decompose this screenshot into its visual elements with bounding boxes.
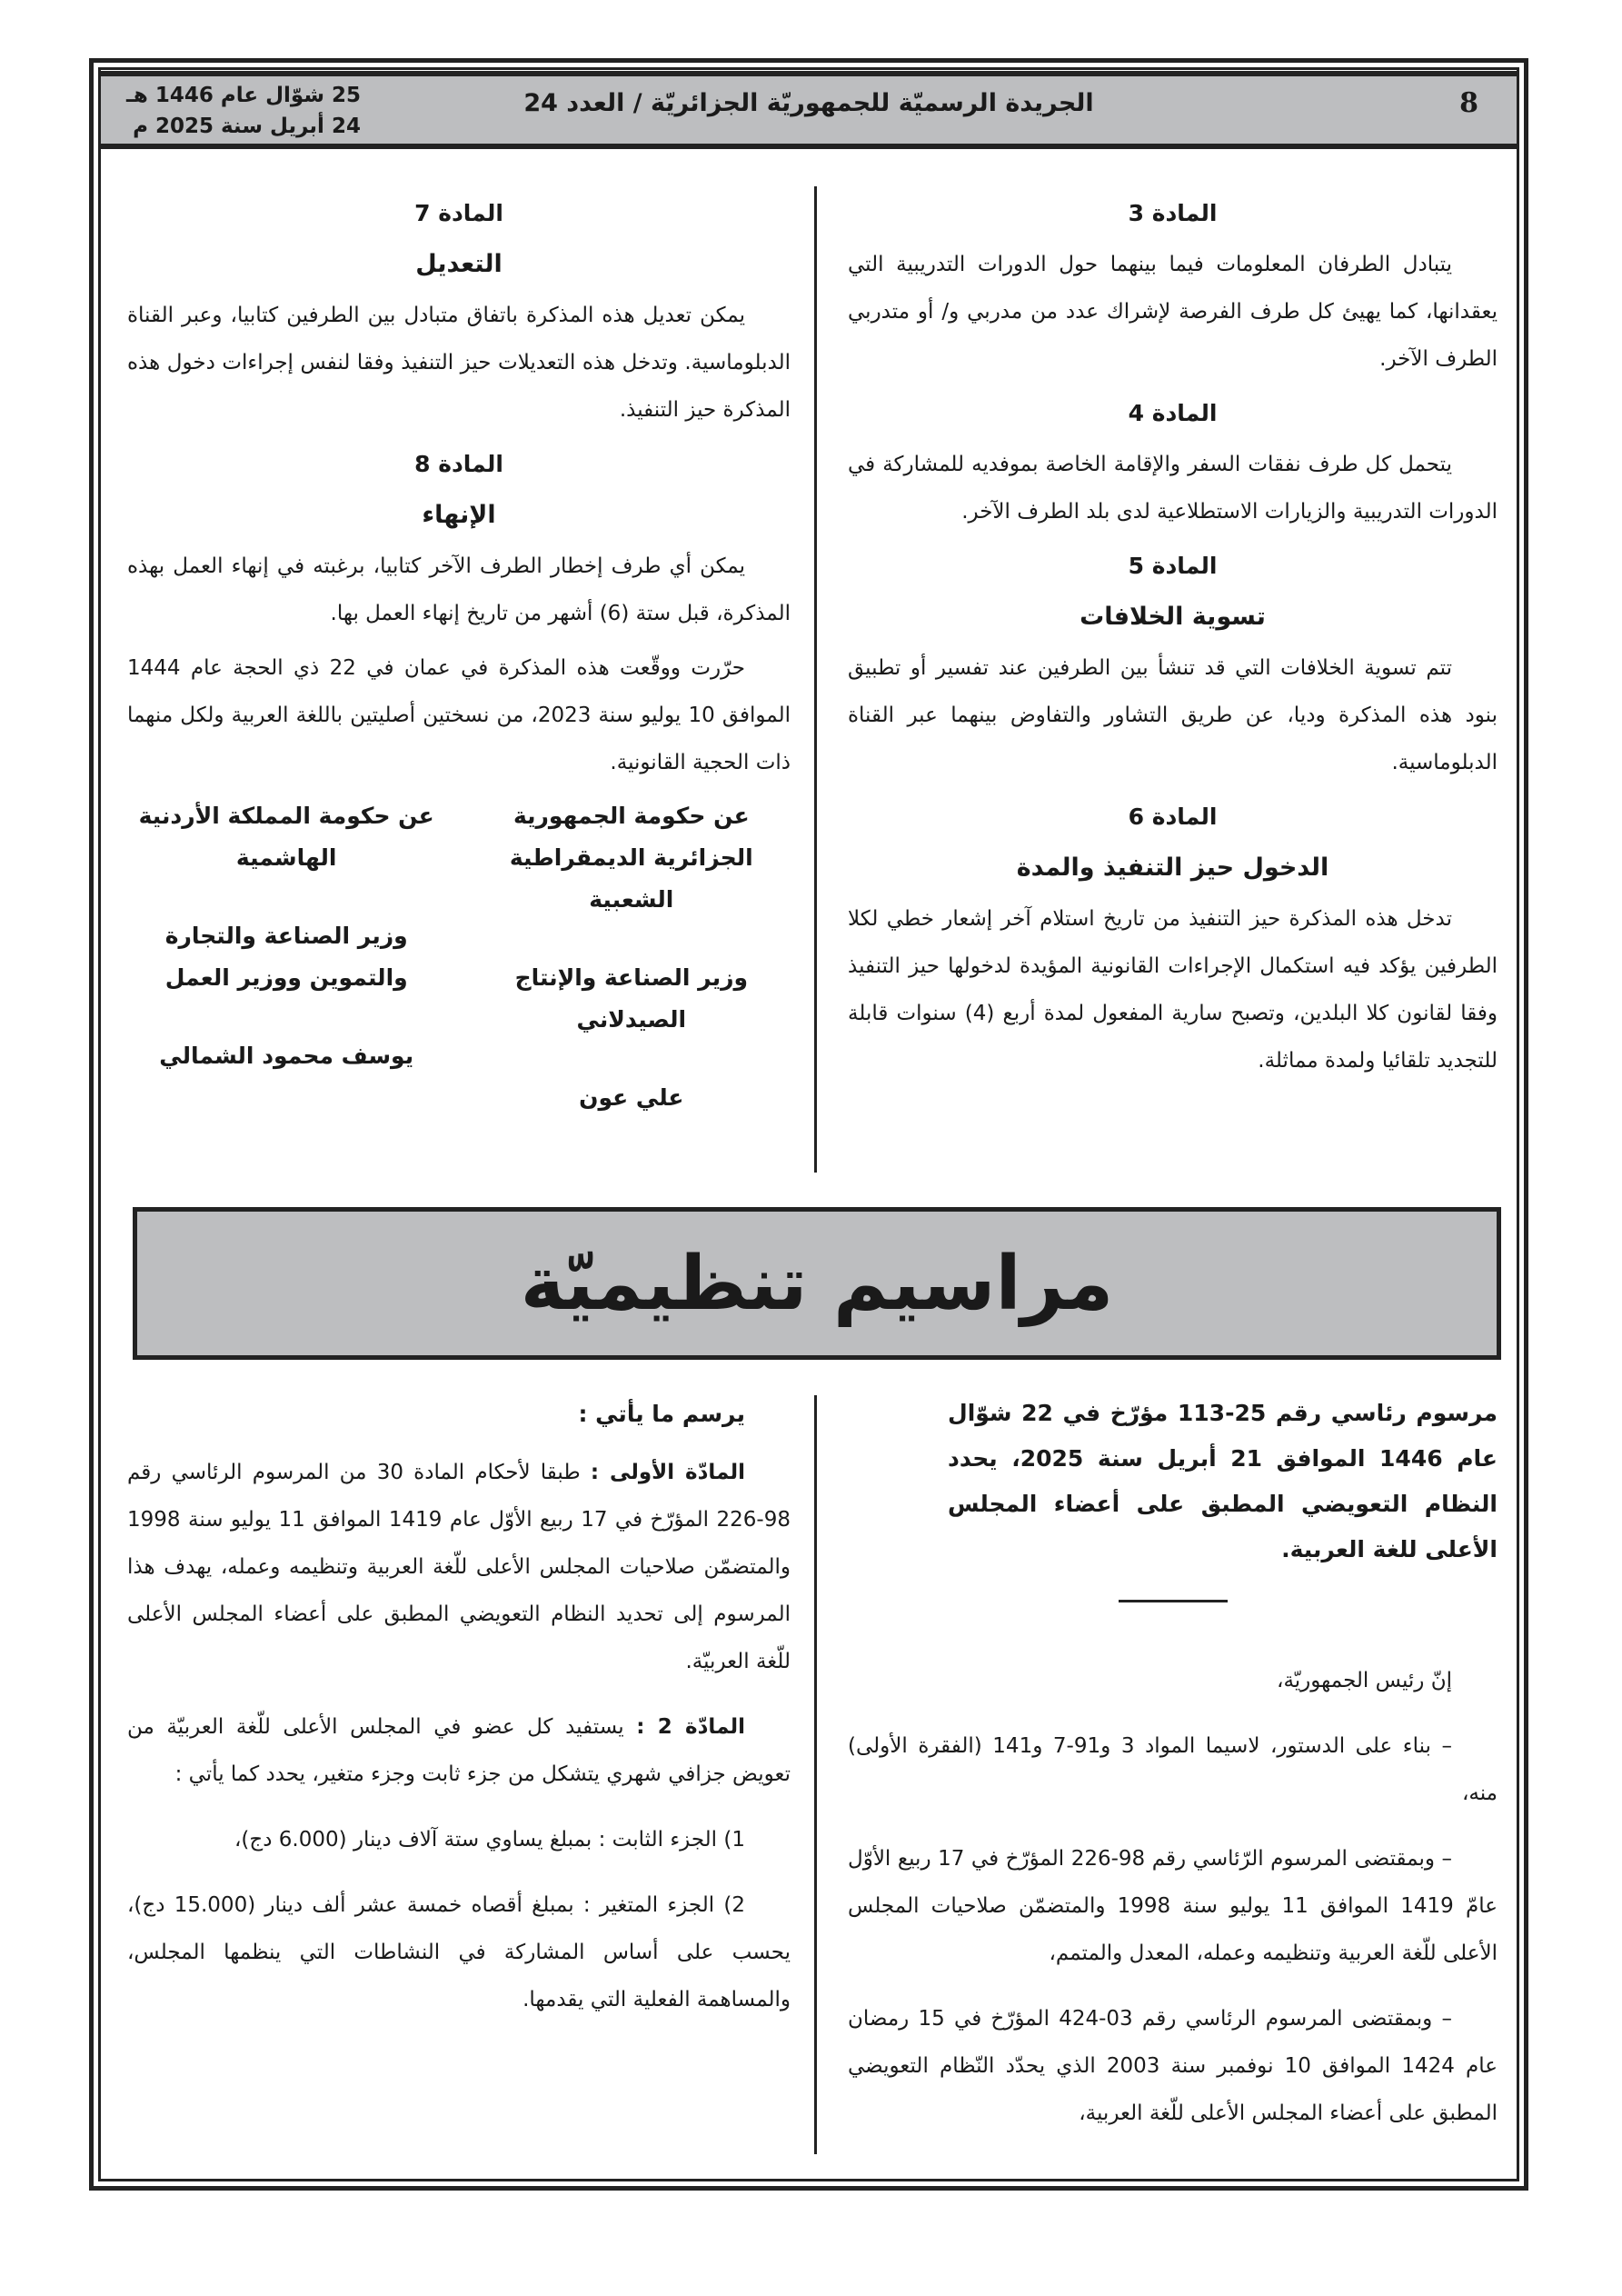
page-number: 8 [1459,87,1478,119]
signatory-government: عن حكومة الجمهورية الجزائرية الديمقراطية الشعبية [509,803,753,913]
top-left-column [127,186,791,1119]
article-7-title: المادة 7 [414,200,503,226]
column-divider [814,1395,817,2154]
article-7-subtitle: التعديل [415,250,503,278]
article-8-text: يمكن أي طرف إخطار الطرف الآخر كتابيا، برغبته في إنهاء العمل بهذه المذكرة، قبل ستة (6) أشهر من تاريخ إنهاء العمل بها. [127,554,791,625]
issue-date [126,80,361,142]
visa-constitution: – بناء على الدستور، لاسيما المواد 3 و91-7 و141 (الفقرة الأولى) منه، [848,1734,1498,1805]
article-2-text: يستفيد كل عضو في المجلس الأعلى للّغة العربيّة من تعويض جزافي شهري يتشكل من جزء ثابت وجزء متغير، يحدد كما يأتي : [127,1715,791,1786]
article-3-title: المادة 3 [1128,200,1218,226]
top-right-column [848,186,1498,1092]
bottom-right-column [848,1391,1498,2144]
article-4-text: يتحمل كل طرف نفقات السفر والإقامة الخاصة بموفديه للمشاركة في الدورات التدريبية والزيارات الاستطلاعية لدى بلد الطرف الآخر. [848,453,1498,524]
section-title: مراسيم تنظيميّة [520,1240,1114,1327]
variable-part-item: 2) الجزء المتغير : بمبلغ أقصاه خمسة عشر ألف دينار (15.000 دج)، يحسب على أساس المشاركة في النشاطات التي ينظمها المجلس، والمساهمة الفعلية التي يقدمها. [127,1893,791,2011]
signatures [127,795,791,1119]
signatory-role: وزير الصناعة والإنتاج الصيدلاني [514,964,749,1033]
article-6-subtitle: الدخول حيز التنفيذ والمدة [1016,854,1329,882]
gazette-title: الجريدة الرسميّة للجمهوريّة الجزائريّة / العدد 24 [523,89,1094,117]
article-6-title: المادة 6 [1128,804,1218,830]
section-banner [133,1207,1501,1360]
article-1 [127,1449,791,1685]
hijri-date: 25 شوّال عام 1446 هـ [126,84,361,107]
article-1-label: المادّة الأولى : [590,1461,745,1484]
article-4-title: المادة 4 [1128,400,1218,426]
decree-title: مرسوم رئاسي رقم 25-113 مؤرّخ في 22 شوّال عام 1446 الموافق 21 أبريل سنة 2025، يحدد النظام التعويضي المطبق على أعضاء المجلس الأعلى للغة العربية. [948,1400,1498,1562]
article-5-title: المادة 5 [1128,553,1218,579]
article-6-text: تدخل هذه المذكرة حيز التنفيذ من تاريخ استلام آخر إشعار خطي لكلا الطرفين يؤكد فيه استكمال الإجراءات القانونية المؤيدة لدخولها حيز التنفيذ وفقا لقانون كلا البلدين، وتصبح سارية المفعول لمدة أربع (4) سنوات قابلة للتجديد تلقائيا ولمدة مماثلة. [848,907,1498,1073]
article-3-text: يتبادل الطرفان المعلومات فيما بينهما حول الدورات التدريبية التي يعقدانها، كما يهيئ كل طرف الفرصة لإشراك عدد من مدربي و/ أو متدربي الطرف الآخر. [848,253,1498,371]
fixed-part-item: 1) الجزء الثابت : بمبلغ يساوي ستة آلاف دينار (6.000 دج)، [234,1828,745,1852]
visa-decree-03-424: – وبمقتضى المرسوم الرئاسي رقم 03-424 المؤرّخ في 15 رمضان عام 1424 الموافق 10 نوفمبر سنة 2003 الذي يحدّد النّظام التعويضي المطبق على أعضاء المجلس الأعلى للّغة العربية، [848,2007,1498,2125]
bottom-left-column [127,1391,791,2031]
gregorian-date: 24 أبريل سنة 2025 م [133,115,361,138]
article-7-text: يمكن تعديل هذه المذكرة باتفاق متبادل بين الطرفين كتابيا، وعبر القناة الدبلوماسية. وتدخل هذه التعديلات حيز التنفيذ وفقا لنفس إجراءات دخول هذه المذكرة حيز التنفيذ. [127,304,791,422]
visa-decree-98-226: – وبمقتضى المرسوم الرّئاسي رقم 98-226 المؤرّخ في 17 ربيع الأوّل عامّ 1419 الموافق 11 يوليو سنة 1998 والمتضمّن صلاحيات المجلس الأعلى للّغة العربية وتنظيمه وعمله، المعدل والمتمم، [848,1847,1498,1965]
page-header [101,71,1517,149]
article-2-label: المادّة 2 : [636,1715,746,1739]
article-5-text: تتم تسوية الخلافات التي قد تنشأ بين الطرفين عند تفسير أو تطبيق بنود هذه المذكرة وديا، عن طريق التشاور والتفاوض بينهما عبر القناة الدبلوماسية. [848,656,1498,774]
article-1-text: طبقا لأحكام المادة 30 من المرسوم الرئاسي رقم 98-226 المؤرّخ في 17 ربيع الأوّل عام 1419 الموافق 11 يوليو سنة 1998 والمتضمّن صلاحيات المجلس الأعلى للّغة العربية وتنظيمه وعمله، يهدف هذا المرسوم إلى تحديد النظام التعويضي المطبق على أعضاء المجلس الأعلى للّغة العربيّة. [127,1461,791,1673]
preamble: إنّ رئيس الجمهوريّة، [1277,1669,1452,1692]
article-2 [127,1703,791,1798]
signatory-jordan [127,795,445,1119]
signatory-role: وزير الصناعة والتجارة والتموين ووزير العمل [164,923,408,991]
column-divider [814,186,817,1173]
signatory-name: يوسف محمود الشمالي [159,1043,414,1069]
signatory-algeria [473,795,791,1119]
signatory-government: عن حكومة المملكة الأردنية الهاشمية [138,803,434,871]
signatory-name: علي عون [579,1084,684,1111]
article-8-title: المادة 8 [414,451,503,477]
article-8-subtitle: الإنهاء [422,501,496,529]
article-5-subtitle: تسوية الخلافات [1080,603,1266,631]
title-rule [1119,1600,1228,1602]
decrees-intro: يرسم ما يأتي : [578,1401,745,1427]
signing-text: حرّرت ووقّعت هذه المذكرة في عمان في 22 ذي الحجة عام 1444 الموافق 10 يوليو سنة 2023، من نسختين أصليتين باللغة العربية ولكل منهما ذات الحجية القانونية. [127,656,791,774]
